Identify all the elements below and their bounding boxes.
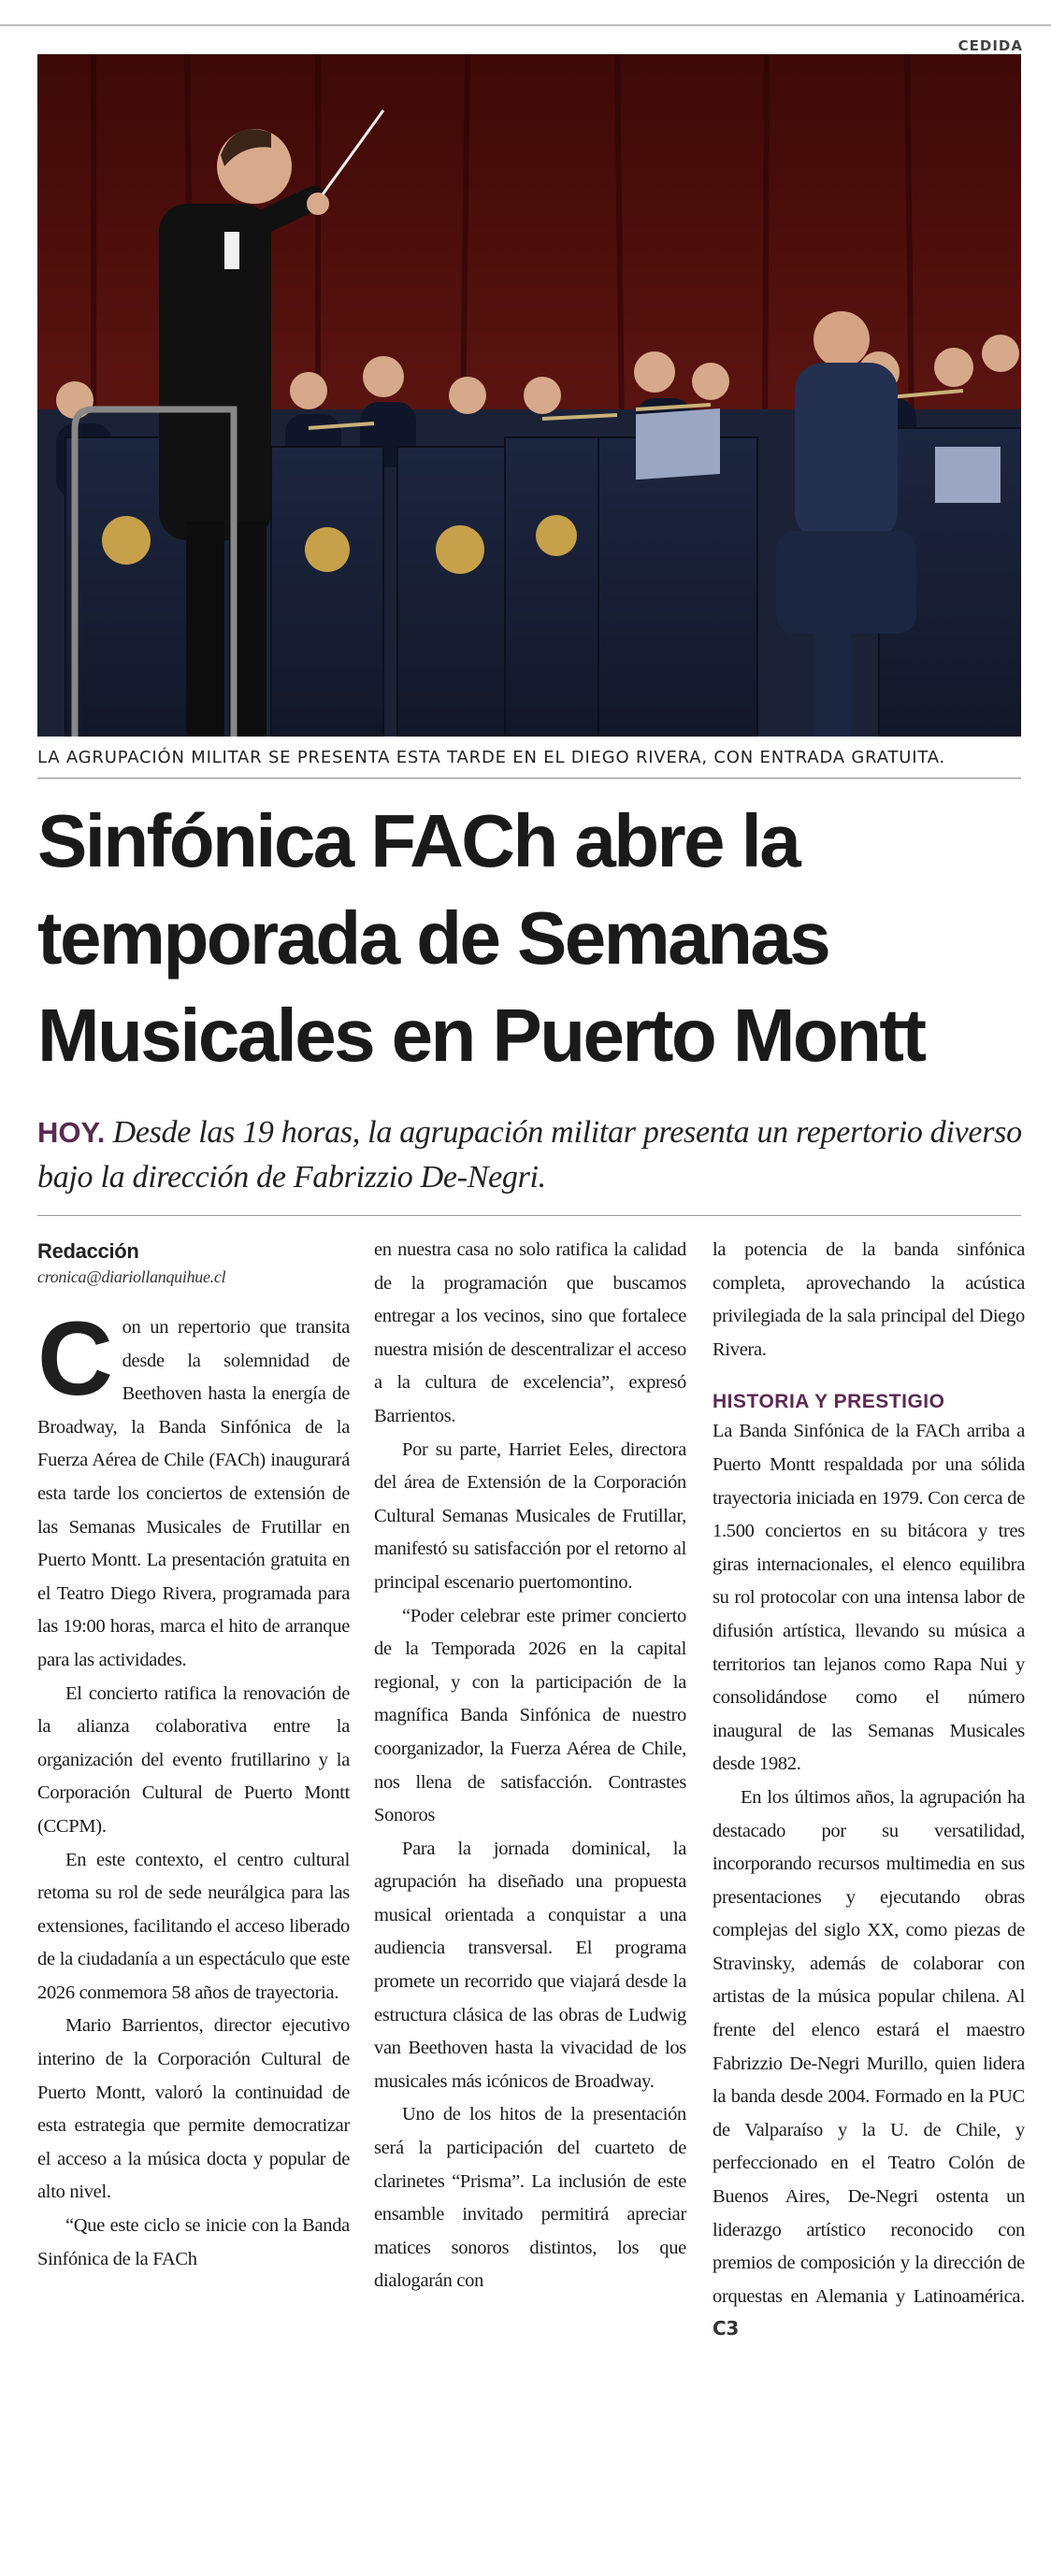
paragraph: El concierto ratifica la renovación de la alianza colaborativa entre la organización del evento frutillarino y la Corporación Cultural de Puerto Montt (CCPM). <box>37 1682 350 1837</box>
deck <box>37 1110 1029 1200</box>
paragraph: en nuestra casa no solo ratifica la calidad de la programación que buscamos entregar a los vecinos, sino que fortalece nuestra misión de descentralizar el acceso a la cultura de excelencia”, expresó Barrientos. <box>374 1239 686 1426</box>
column-2 <box>374 1234 686 2298</box>
paragraph: La Banda Sinfónica de la FACh arriba a Puerto Montt respaldada por una sólida trayectoria iniciada en 1979. Con cerca de 1.500 conciertos en su bitácora y tres giras internacionales, el elenco equilibra su rol protocolar con una intensa labor de difusión artística, llevando su música a territorios tan lejanos como Rapa Nui y consolidándose como el número inaugural de las Semanas Musicales desde 1982. <box>713 1421 1025 1775</box>
deck-text: Desde las 19 horas, la agrupación militar presenta un repertorio diverso bajo la dirección de Fabrizzio De-Negri. <box>37 1115 1022 1195</box>
paragraph: la potencia de la banda sinfónica completa, aprovechando la acústica privilegiada de la sala principal del Diego Rivera. <box>713 1239 1025 1360</box>
column-3 <box>713 1234 1025 2347</box>
paragraph: Para la jornada dominical, la agrupación ha diseñado una propuesta musical orientada a conquistar a una audiencia transversal. El programa promete un recorrido que viajará desde la estructura clásica de las obras de Ludwig van Beethoven hasta la vivacidad de los musicales más icónicos de Broadway. <box>374 1838 686 2092</box>
paragraph: En los últimos años, la agrupación ha destacado por su versatilidad, incorporando recursos multimedia en sus presentaciones y ejecutando obras complejas del siglo XX, como piezas de Stravinsky, además de colaborar con artistas de la música popular chilena. Al frente del elenco estará el maestro Fabrizzio De-Negri Murillo, quien lidera la banda desde 2004. Formado en la PUC de Valparaíso y la U. de Chile, y perfeccionado en el Teatro Colón de Buenos Aires, De-Negri ostenta un liderazgo artístico reconocido con premios de composición y la dirección de orquestas en Alemania y Latinoamérica. C3 <box>713 1786 1025 2340</box>
subhead: HISTORIA Y PRESTIGIO <box>713 1391 945 1413</box>
paragraph: Por su parte, Harriet Eeles, directora del área de Extensión de la Corporación Cultural Semanas Musicales de Frutillar, manifestó su satisfacción por el retorno al principal escenario puertomontino. <box>374 1438 686 1593</box>
top-rule <box>0 24 1051 26</box>
byline-email: cronica@diariollanquihue.cl <box>37 1267 226 1286</box>
column-1 <box>37 1234 350 2276</box>
divider <box>37 778 1021 779</box>
paragraph: Mario Barrientos, director ejecutivo interino de la Corporación Cultural de Puerto Montt, valoró la continuidad de esta estrategia que permite democratizar el acceso a la música docta y popular de alto nivel. <box>37 2015 350 2203</box>
deck-kicker: HOY. <box>37 1116 106 1149</box>
paragraph: “Que este ciclo se inicie con la Banda Sinfónica de la FACh <box>37 2215 350 2269</box>
paragraph: En este contexto, el centro cultural retoma su rol de sede neurálgica para las extensiones, facilitando el acceso liberado de la ciudadanía a un espectáculo que este 2026 conmemora 58 años de trayectoria. <box>37 1849 350 2003</box>
paragraph: Uno de los hitos de la presentación será la participación del cuarteto de clarinetes “Prisma”. La inclusión de este ensamble invitado permitirá apreciar matices sonoros distintos, los que dialogarán con <box>374 2104 686 2292</box>
end-mark-icon: C3 <box>713 2317 739 2340</box>
concert-photo <box>37 54 1021 737</box>
photo-caption: LA AGRUPACIÓN MILITAR SE PRESENTA ESTA TARDE EN EL DIEGO RIVERA, CON ENTRADA GRATUITA. <box>37 748 946 767</box>
band-performance-illustration <box>37 54 1021 737</box>
headline: Sinfónica FACh abre la temporada de Semanas Musicales en Puerto Montt <box>37 799 925 1077</box>
paragraph: “Poder celebrar este primer concierto de la Temporada 2026 en la capital regional, y con la participación de la magnífica Banda Sinfónica de nuestro coorganizador, la Fuerza Aérea de Chile, nos llena de satisfacción. Contrastes Sonoros <box>374 1605 686 1826</box>
photo-credit: CEDIDA <box>957 37 1023 54</box>
divider <box>37 1215 1021 1216</box>
dropcap: C <box>37 1300 113 1417</box>
paragraph: Con un repertorio que transita desde la solemnidad de Beethoven hasta la energía de Broadway, la Banda Sinfónica de la Fuerza Aérea de Chile (FACh) inaugurará esta tarde los conciertos de extensión de las Semanas Musicales de Frutillar en Puerto Montt. La presentación gratuita en el Teatro Diego Rivera, programada para las 19:00 horas, marca el hito de arranque para las actividades. <box>37 1300 350 1670</box>
byline-name: Redacción <box>37 1239 139 1263</box>
